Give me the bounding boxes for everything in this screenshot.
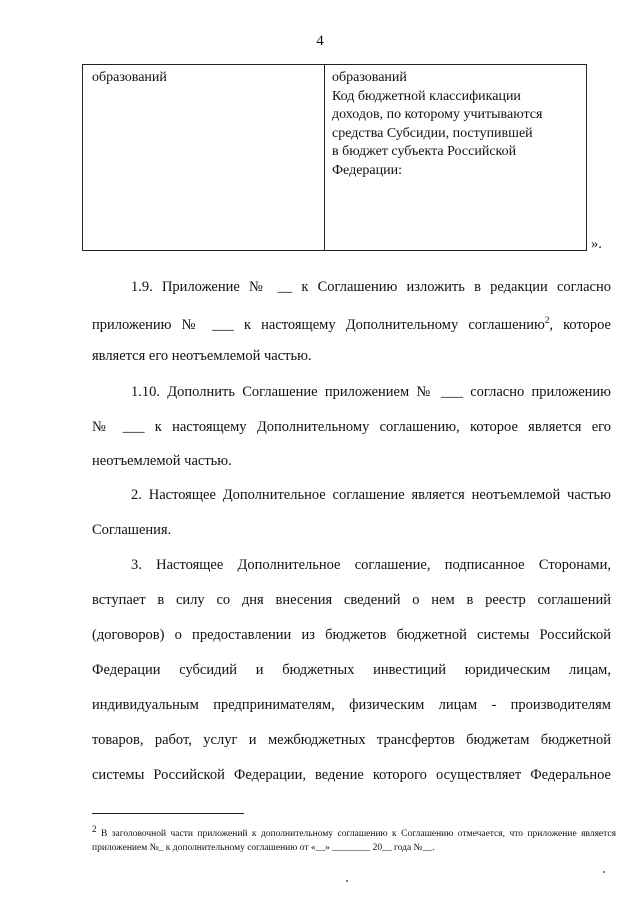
paragraph-1-9-text-continued: , которое (549, 316, 611, 333)
footnote-marker: 2 (92, 824, 97, 834)
paragraph-3-line: системы Российской Федерации, ведение которого осуществляет Федеральное (92, 767, 611, 783)
paragraph-1-9-text: приложению № ___ к настоящему Дополнительному соглашению (92, 316, 545, 333)
paragraph-3-line: товаров, работ, услуг и межбюджетных трансфертов бюджетам бюджетной (92, 732, 611, 748)
paragraph-1-9-line: является его неотъемлемой частью. (92, 348, 312, 364)
table-right-line: средства Субсидии, поступившей (332, 125, 533, 141)
paragraph-1-10-line: № ___ к настоящему Дополнительному соглашению, которое является его (92, 419, 611, 435)
paragraph-1-10-line: неотъемлемой частью. (92, 453, 232, 469)
paragraph-1-10-line: 1.10. Дополнить Соглашение приложением № ___ согласно приложению (131, 384, 611, 400)
paragraph-3-line: вступает в силу со дня внесения сведений о нем в реестр соглашений (92, 592, 611, 608)
classification-table (82, 64, 587, 251)
paragraph-2-line: 2. Настоящее Дополнительное соглашение является неотъемлемой частью (131, 487, 611, 503)
footnote-separator (92, 813, 244, 814)
footnote-line-2: приложением №_ к дополнительному соглашению от «__» ________ 20__ года №__. (92, 843, 435, 854)
paragraph-1-9-line: 1.9. Приложение № __ к Соглашению изложить в редакции согласно (131, 279, 611, 295)
table-right-line: образований (332, 70, 407, 85)
table-right-line: доходов, по которому учитываются (332, 107, 543, 122)
closing-quote-mark: ». (591, 236, 602, 252)
paragraph-3-line: Федерации субсидий и бюджетных инвестиций юридическим лицам, (92, 662, 611, 678)
paragraph-2-line: Соглашения. (92, 522, 172, 538)
footnote-reference: 2 (544, 315, 550, 325)
page-number: 4 (316, 33, 324, 49)
footnote (92, 822, 616, 855)
footnote-line-1 (92, 822, 616, 841)
scan-speck (346, 880, 348, 882)
scan-speck (603, 871, 605, 873)
table-left-cell: образований (83, 65, 325, 250)
table-right-line: в бюджет субъекта Российской (332, 144, 517, 159)
paragraph-3-line: индивидуальным предпринимателям, физическим лицам - производителям (92, 697, 611, 713)
footnote-text-1: В заголовочной части приложений к дополнительному соглашению к Соглашению отмечается, что приложение является (100, 829, 617, 840)
table-right-cell (325, 65, 586, 250)
table-right-line: Федерации: (332, 162, 403, 178)
paragraph-3-line: 3. Настоящее Дополнительное соглашение, подписанное Сторонами, (131, 557, 611, 573)
paragraph-1-9-line (92, 315, 611, 335)
paragraph-3-line: (договоров) о предоставлении из бюджетов бюджетной системы Российской (92, 627, 611, 643)
table-right-line: Код бюджетной классификации (332, 88, 521, 104)
